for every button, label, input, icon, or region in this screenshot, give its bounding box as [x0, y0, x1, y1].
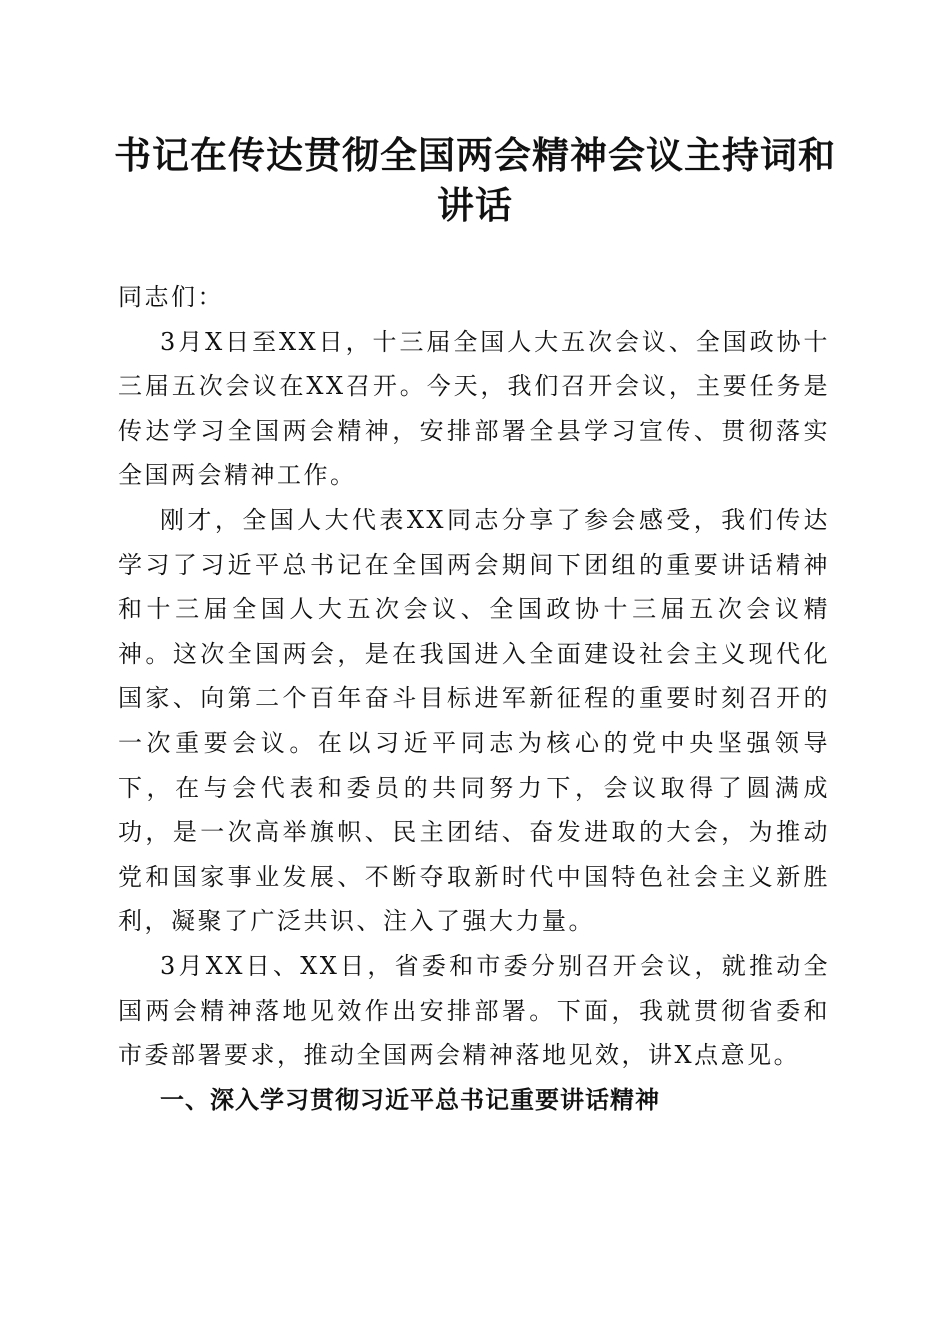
document-body	[118, 275, 830, 1122]
section-heading: 一、深入学习贯彻习近平总书记重要讲话精神	[160, 1085, 660, 1114]
paragraph-2: 刚才，全国人大代表XX同志分享了参会感受，我们传达学习了习近平总书记在全国两会期间下团组的重要讲话精神和十三届全国人大五次会议、全国政协十三届五次会议精神。这次全国两会，是在我国进入全面建设社会主义现代化国家、向第二个百年奋斗目标进军新征程的重要时刻召开的一次重要会议。在以习近平同志为核心的党中央坚强领导下，在与会代表和委员的共同努力下，会议取得了圆满成功，是一次高举旗帜、民主团结、奋发进取的大会，为推动党和国家事业发展、不断夺取新时代中国特色社会主义新胜利，凝聚了广泛共识、注入了强大力量。	[118, 505, 830, 936]
greeting: 同志们：	[118, 283, 224, 311]
document-title: 书记在传达贯彻全国两会精神会议主持词和讲话	[114, 133, 836, 227]
paragraph-1: 3月X日至XX日，十三届全国人大五次会议、全国政协十三届五次会议在XX召开。今天，我们召开会议，主要任务是传达学习全国两会精神，安排部署全县学习宣传、贯彻落实全国两会精神工作。	[118, 327, 830, 490]
paragraph-3: 3月XX日、XX日，省委和市委分别召开会议，就推动全国两会精神落地见效作出安排部署。下面，我就贯彻省委和市委部署要求，推动全国两会精神落地见效，讲X点意见。	[118, 951, 830, 1070]
